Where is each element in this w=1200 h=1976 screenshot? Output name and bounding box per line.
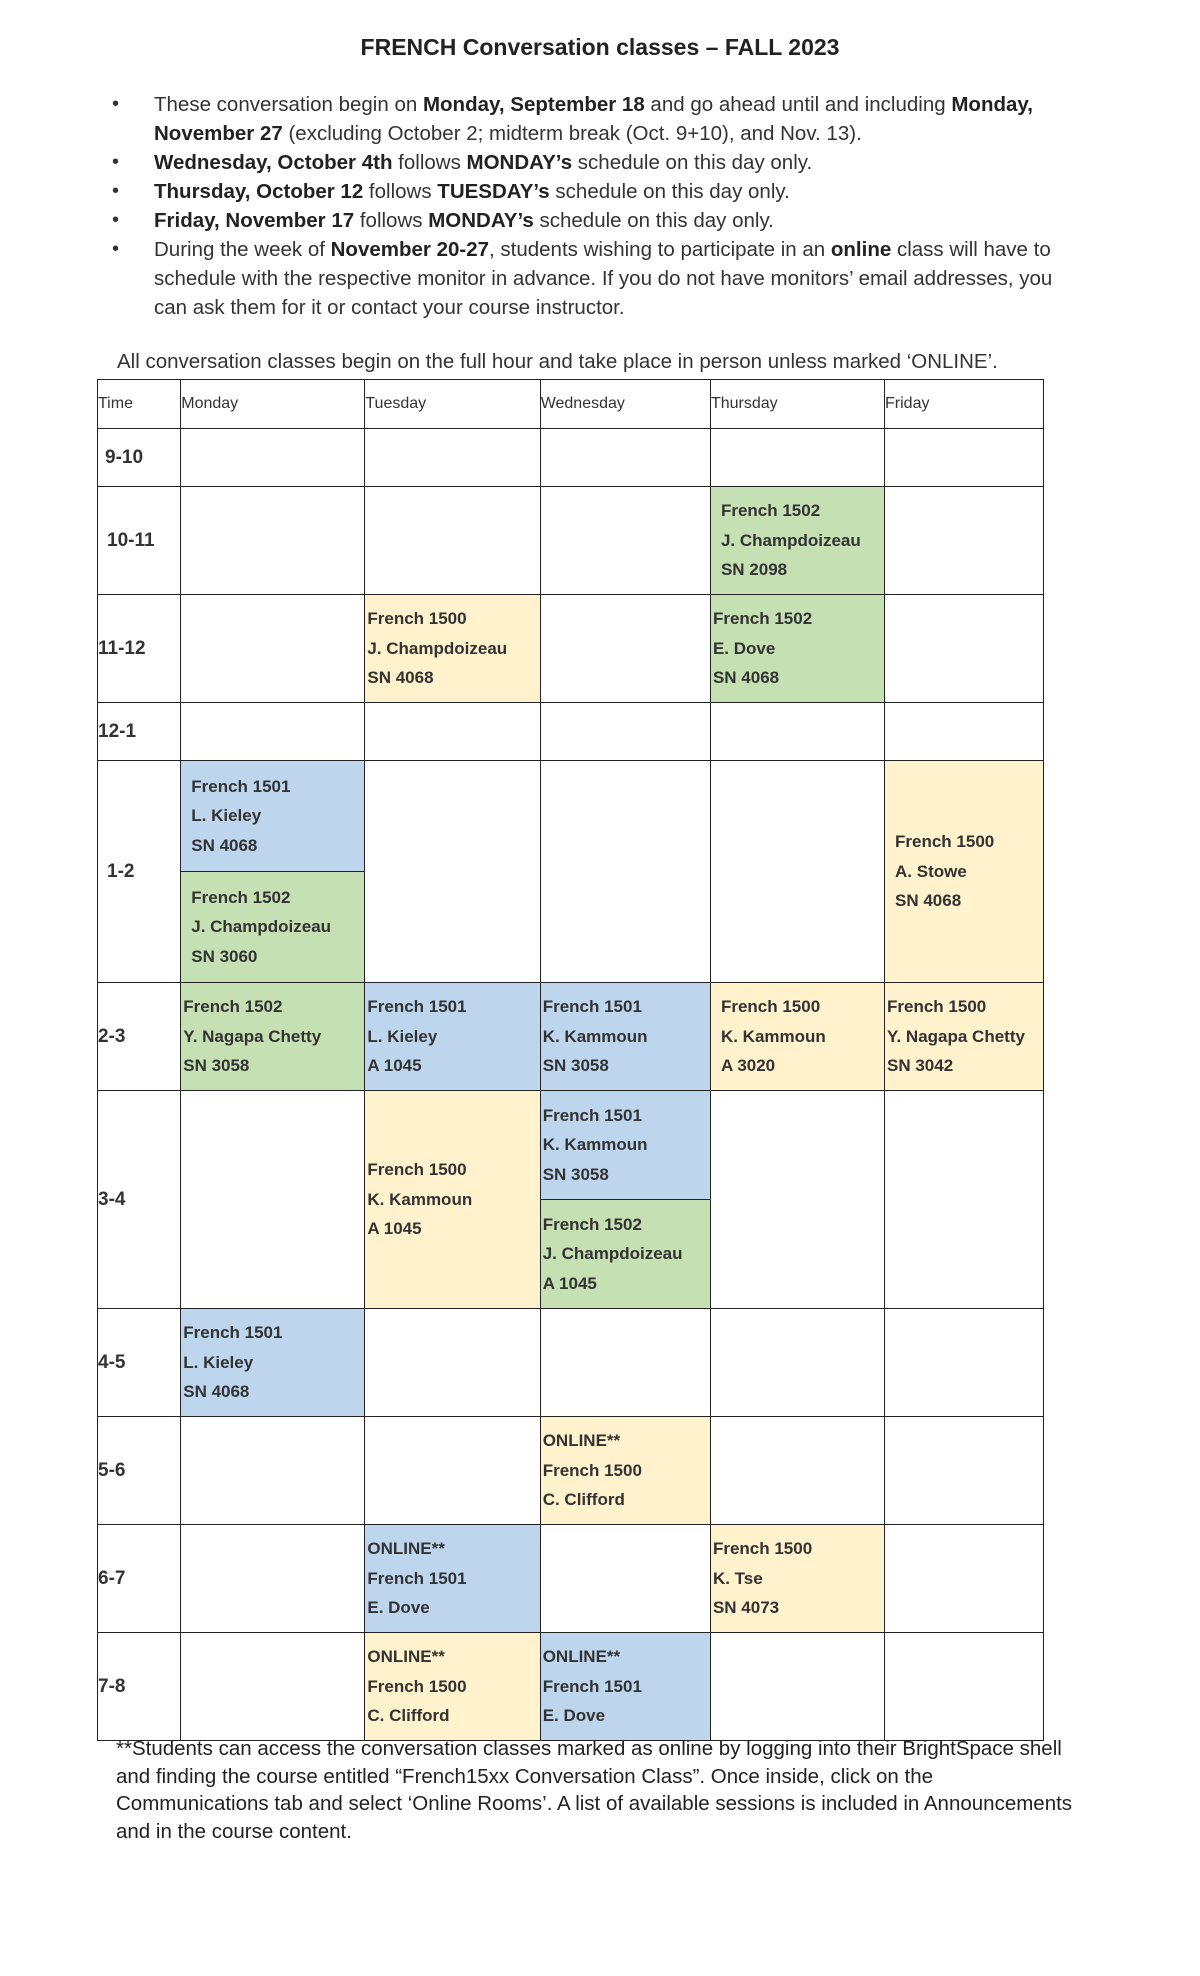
class-entry (885, 992, 1043, 1081)
online-marker: ONLINE** (542, 1647, 621, 1667)
class-entry (365, 1534, 539, 1623)
slot-thursday (710, 1309, 884, 1417)
class-line: E. Dove (712, 638, 776, 658)
slot-tuesday (365, 1417, 540, 1525)
slot-wednesday (540, 1525, 710, 1633)
slot-tuesday (365, 487, 540, 595)
class-line: E. Dove (367, 1598, 430, 1618)
schedule-header-row (98, 380, 1044, 429)
notice-text: follows (392, 151, 467, 174)
schedule-table (97, 379, 1044, 1741)
slot-tuesday (365, 1091, 540, 1309)
notice-item (112, 206, 1072, 235)
schedule-row (98, 1417, 1044, 1525)
slot-wednesday (540, 487, 710, 595)
slot-friday (885, 487, 1044, 595)
notice-text: Friday, November 17 (154, 209, 355, 232)
class-line: French 1500 (367, 1160, 467, 1180)
slot-monday (181, 703, 365, 761)
class-line: French 1501 (367, 1568, 467, 1588)
slot-thursday (710, 1417, 884, 1525)
class-entry (541, 1101, 710, 1190)
schedule-row (98, 1091, 1044, 1309)
notice-text: schedule on this day only. (572, 151, 813, 174)
class-entry (711, 1534, 884, 1623)
slot-monday (181, 983, 365, 1091)
time-slot: 3-4 (98, 1091, 181, 1309)
notice-text: follows (354, 209, 429, 232)
class-line: L. Kieley (183, 1352, 254, 1372)
class-entry (541, 1210, 710, 1299)
slot-friday (885, 703, 1044, 761)
notice-item (112, 177, 1072, 206)
class-entry (365, 604, 539, 693)
notice-text: Thursday, October 12 (154, 180, 364, 203)
schedule-row (98, 1633, 1044, 1741)
slot-wednesday (540, 1633, 710, 1741)
class-line: French 1501 (542, 997, 642, 1017)
notice-text: online (830, 238, 892, 261)
notice-item (112, 148, 1072, 177)
schedule-row (98, 487, 1044, 595)
class-line: French 1501 (183, 1323, 283, 1343)
class-entry (885, 827, 1043, 916)
slot-monday (181, 761, 365, 983)
class-entry (541, 1426, 710, 1515)
slot-thursday (710, 487, 884, 595)
slot-thursday (710, 703, 884, 761)
class-line: French 1500 (367, 609, 467, 629)
class-line: J. Champdoizeau (367, 638, 508, 658)
slot-wednesday (540, 703, 710, 761)
slot-monday (181, 1309, 365, 1417)
class-line: SN 3060 (191, 946, 258, 966)
slot-monday (181, 1417, 365, 1525)
class-line: French 1502 (183, 997, 283, 1017)
online-marker: ONLINE** (367, 1647, 445, 1667)
page-title: FRENCH Conversation classes – FALL 2023 (360, 34, 840, 60)
class-line: SN 3058 (183, 1056, 250, 1076)
class-line: K. Kammoun (542, 1026, 648, 1046)
notice-text: MONDAY’s (428, 209, 534, 232)
slot-friday (885, 429, 1044, 487)
slot-tuesday (365, 761, 540, 983)
slot-monday (181, 1633, 365, 1741)
time-slot: 10-11 (98, 487, 181, 595)
header-thursday: Thursday (710, 380, 884, 429)
notice-text: follows (363, 180, 438, 203)
class-line: L. Kieley (191, 806, 262, 826)
class-line: French 1500 (720, 997, 821, 1017)
slot-friday (885, 1309, 1044, 1417)
notice-text: , students wishing to participate in an (489, 238, 831, 261)
class-line: French 1500 (712, 1539, 813, 1559)
slot-wednesday (540, 595, 710, 703)
time-slot: 7-8 (98, 1633, 181, 1741)
class-line: Y. Nagapa Chetty (183, 1026, 322, 1046)
notice-text: During the week of (154, 238, 331, 261)
class-line: K. Kammoun (542, 1135, 648, 1155)
time-slot: 2-3 (98, 983, 181, 1091)
slot-tuesday (365, 595, 540, 703)
time-slot: 4-5 (98, 1309, 181, 1417)
class-line: SN 4073 (712, 1598, 780, 1618)
class-line: French 1500 (887, 997, 987, 1017)
slot-wednesday (540, 983, 710, 1091)
class-line: E. Dove (542, 1706, 606, 1726)
class-entry (711, 496, 884, 585)
class-entry (541, 992, 710, 1081)
notice-text: (excluding October 2; midterm break (Oct. 9+10), and Nov. 13). (282, 122, 862, 145)
slot-friday (885, 1633, 1044, 1741)
slot-friday (885, 983, 1044, 1091)
slot-friday (885, 1417, 1044, 1525)
slot-friday (885, 1525, 1044, 1633)
class-entry (181, 1318, 364, 1407)
schedule-row (98, 761, 1044, 983)
class-line: K. Kammoun (720, 1026, 826, 1046)
slot-wednesday (540, 1091, 710, 1309)
notice-text: MONDAY’s (466, 151, 573, 174)
header-time: Time (98, 380, 181, 429)
slot-thursday (710, 1633, 884, 1741)
slot-tuesday (365, 1309, 540, 1417)
intro-text: All conversation classes begin on the full hour and take place in person unless marked ‘ONLINE’. (117, 350, 998, 373)
notice-item (112, 90, 1072, 148)
class-line: French 1502 (712, 609, 813, 629)
class-entry (181, 772, 364, 861)
class-line: A 1045 (542, 1273, 597, 1293)
class-line: J. Champdoizeau (191, 917, 332, 937)
notice-text: Wednesday, October 4th (154, 151, 393, 174)
slot-wednesday (540, 1417, 710, 1525)
slot-friday (885, 761, 1044, 983)
class-line: A 1045 (367, 1056, 422, 1076)
class-line: SN 4068 (895, 891, 962, 911)
class-line: French 1500 (367, 1676, 467, 1696)
class-line: French 1500 (895, 832, 995, 852)
class-entry (365, 1642, 539, 1731)
class-line: French 1502 (720, 501, 821, 521)
time-slot: 12-1 (98, 703, 181, 761)
slot-monday (181, 595, 365, 703)
class-line: Y. Nagapa Chetty (887, 1026, 1025, 1046)
class-entry (541, 1642, 710, 1731)
class-line: French 1501 (542, 1105, 642, 1125)
slot-friday (885, 595, 1044, 703)
class-line: SN 3058 (542, 1056, 609, 1076)
notice-text: schedule on this day only. (533, 209, 774, 232)
notice-text: schedule on this day only. (549, 180, 790, 203)
time-slot: 11-12 (98, 595, 181, 703)
split-slot (181, 761, 364, 982)
class-line: SN 4068 (191, 835, 258, 855)
slot-wednesday (540, 761, 710, 983)
notice-text: These conversation begin on (154, 93, 423, 116)
class-line: French 1502 (191, 887, 291, 907)
split-slot (541, 1091, 710, 1308)
class-line: SN 4068 (367, 668, 434, 688)
slot-thursday (710, 761, 884, 983)
class-line: SN 2098 (720, 560, 788, 580)
slot-wednesday (540, 429, 710, 487)
class-line: A. Stowe (895, 861, 967, 881)
schedule-row (98, 1525, 1044, 1633)
slot-tuesday (365, 703, 540, 761)
class-line: C. Clifford (367, 1706, 450, 1726)
class-line: K. Kammoun (367, 1189, 473, 1209)
class-entry (711, 604, 884, 693)
slot-monday (181, 487, 365, 595)
notice-text: November 20-27 (330, 238, 490, 261)
slot-monday (181, 1525, 365, 1633)
class-line: J. Champdoizeau (720, 530, 861, 550)
schedule-row (98, 703, 1044, 761)
class-entry (365, 992, 539, 1081)
slot-tuesday (365, 983, 540, 1091)
time-slot: 9-10 (98, 429, 181, 487)
class-entry (365, 1155, 539, 1244)
class-line: French 1501 (367, 997, 467, 1017)
class-line: SN 4068 (183, 1382, 250, 1402)
notice-text: and go ahead until and including (644, 93, 952, 116)
slot-tuesday (365, 1525, 540, 1633)
class-line: A 1045 (367, 1219, 422, 1239)
class-line: SN 3058 (542, 1164, 609, 1184)
slot-monday (181, 429, 365, 487)
online-marker: ONLINE** (367, 1539, 445, 1559)
class-line: A 3020 (720, 1056, 776, 1076)
notice-text: TUESDAY’s (437, 180, 550, 203)
class-line: J. Champdoizeau (542, 1244, 683, 1264)
notice-list (112, 90, 1072, 322)
header-monday: Monday (181, 380, 365, 429)
slot-thursday (710, 1525, 884, 1633)
schedule-row (98, 983, 1044, 1091)
slot-thursday (710, 983, 884, 1091)
notice-text: Monday, September 18 (422, 93, 645, 116)
notice-text: Monday, November 27 (154, 93, 1033, 145)
time-slot: 5-6 (98, 1417, 181, 1525)
slot-monday (181, 1091, 365, 1309)
header-wednesday: Wednesday (540, 380, 710, 429)
time-slot: 1-2 (98, 761, 181, 983)
header-tuesday: Tuesday (365, 380, 540, 429)
class-line: French 1501 (542, 1676, 642, 1696)
class-line: SN 4068 (712, 668, 780, 688)
class-line: French 1502 (542, 1214, 642, 1234)
schedule-row (98, 1309, 1044, 1417)
online-marker: ONLINE** (542, 1431, 621, 1451)
schedule-row (98, 429, 1044, 487)
time-slot: 6-7 (98, 1525, 181, 1633)
slot-friday (885, 1091, 1044, 1309)
slot-thursday (710, 1091, 884, 1309)
class-entry (181, 883, 364, 972)
class-entry (711, 992, 884, 1081)
online-footnote: **Students can access the conversation classes marked as online by logging into their BrightSpace shell and finding the course entitled “French15xx Conversation Class”. Once inside, click on the Communications tab and select ‘Online Rooms’. A list of available sessions is included in Announcements and in the course content. (116, 1737, 1073, 1843)
header-friday: Friday (885, 380, 1044, 429)
notice-text: class will have to schedule with the respective monitor in advance. If you do not have monitors’ email addresses, you can ask them for it or contact your course instructor. (154, 238, 1053, 319)
slot-wednesday (540, 1309, 710, 1417)
class-line: L. Kieley (367, 1026, 438, 1046)
class-line: French 1500 (542, 1460, 642, 1480)
notice-item (112, 235, 1072, 322)
slot-thursday (710, 595, 884, 703)
class-line: K. Tse (712, 1568, 763, 1588)
class-line: French 1501 (191, 776, 291, 796)
slot-thursday (710, 429, 884, 487)
schedule-row (98, 595, 1044, 703)
slot-tuesday (365, 429, 540, 487)
slot-tuesday (365, 1633, 540, 1741)
class-line: C. Clifford (542, 1490, 625, 1510)
class-line: SN 3042 (887, 1056, 954, 1076)
class-entry (181, 992, 364, 1081)
